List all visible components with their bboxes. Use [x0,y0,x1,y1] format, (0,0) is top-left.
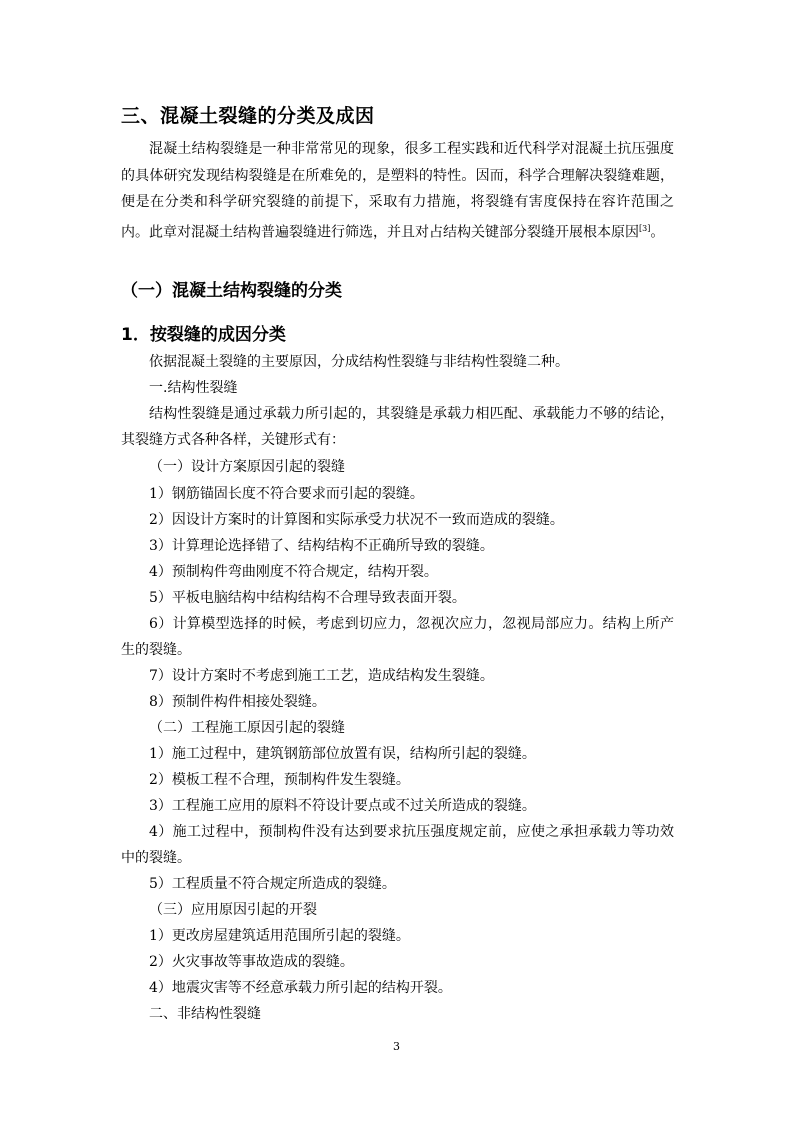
list-item: 5）工程质量不符合规定所造成的裂缝。 [149,876,396,892]
body-line-p4: 二、非结构性裂缝 [149,1006,261,1022]
subsection-title: （一）混凝土结构裂缝的分类 [121,281,342,301]
section-title: 三、混凝土裂缝的分类及成因 [121,105,375,127]
list-item: 4）预制构件弯曲刚度不符合规定，结构开裂。 [149,564,438,580]
list-item: 2）火灾事故等事故造成的裂缝。 [149,954,354,970]
list-item: 2）模板工程不合理，预制构件发生裂缝。 [149,772,410,788]
list-item: 3）工程施工应用的原料不符设计要点或不过关所造成的裂缝。 [149,798,536,814]
list-item: 1）施工过程中，建筑钢筋部位放置有误，结构所引起的裂缝。 [149,746,536,762]
citation-ref: [3] [639,223,651,233]
construction-heading: （二）工程施工原因引起的裂缝 [149,720,345,736]
list-item: 2）因设计方案时的计算图和实际承受力状况不一致而造成的裂缝。 [149,512,564,528]
body-line-p1: 依据混凝土裂缝的主要原因，分成结构性裂缝与非结构性裂缝二种。 [149,354,569,370]
list-item: 4）施工过程中，预制构件没有达到要求抗压强度规定前，应使之承担承载力等功效中的裂缝。 [121,824,674,866]
body-line-p2: 一.结构性裂缝 [149,380,238,396]
body-paragraph-p3: 结构性裂缝是通过承载力所引起的，其裂缝是承载力相匹配、承载能力不够的结论，其裂缝方式各种各样，关键形式有： [121,406,674,448]
list-item: 4）地震灾害等不经意承载力所引起的结构开裂。 [149,980,452,996]
list-item: 3）计算理论选择错了、结构结构不正确所导致的裂缝。 [149,538,494,554]
sub-subsection-title: 1．按裂缝的成因分类 [121,325,286,345]
intro-end: 。 [650,224,665,241]
page-number: 3 [393,1040,400,1053]
list-item: 8）预制件构件相接处裂缝。 [149,694,326,710]
list-item: 1）钢筋锚固长度不符合要求而引起的裂缝。 [149,486,424,502]
list-item: 1）更改房屋建筑适用范围所引起的裂缝。 [149,928,410,944]
intro-paragraph [121,136,674,246]
usage-heading: （三）应用原因引起的开裂 [149,902,317,918]
intro-text: 混凝土结构裂缝是一种非常常见的现象，很多工程实践和近代科学对混凝土抗压强度的具体研究发现结构裂缝是在所难免的，是塑料的特性。因而，科学合理解决裂缝难题，便是在分类和科学研究裂缝的前提下，采取有力措施，将裂缝有害度保持在容许范围之内。此章对混凝土结构普遍裂缝进行筛选，并且对占结构关键部分裂缝开展根本原因 [121,141,674,241]
list-item: 6）计算模型选择的时候，考虑到切应力，忽视次应力，忽视局部应力。结构上所产生的裂缝。 [121,616,674,658]
list-item: 5）平板电脑结构中结构结构不合理导致表面开裂。 [149,590,466,606]
list-item: 7）设计方案时不考虑到施工工艺，造成结构发生裂缝。 [149,668,494,684]
design-heading: （一）设计方案原因引起的裂缝 [149,459,345,475]
